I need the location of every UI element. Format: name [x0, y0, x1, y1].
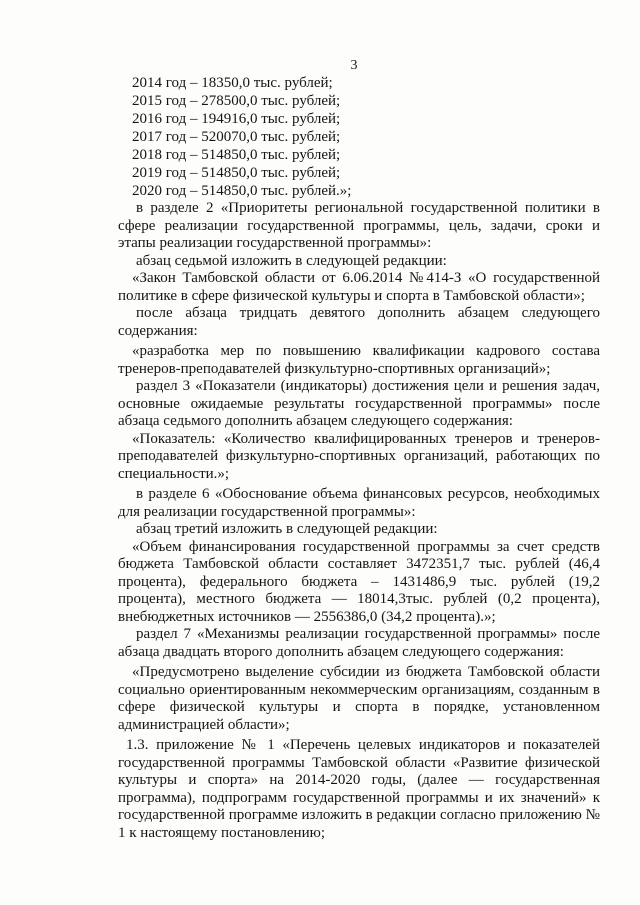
paragraph-section-7: раздел 7 «Механизмы реализации государственной программы» после абзаца двадцать второго дополнить абзацем следующего содержания: [118, 626, 600, 660]
funding-year-line: 2018 год – 514850,0 тыс. рублей; [132, 147, 341, 163]
funding-year-line: 2020 год – 514850,0 тыс. рублей.»; [132, 183, 352, 199]
paragraph-section-6: в разделе 6 «Обоснование объема финансовых ресурсов, необходимых для реализации государственной программы»: [118, 486, 600, 520]
paragraph-instruction: абзац седьмой изложить в следующей редакции: [136, 252, 447, 269]
paragraph-quote-indicator: «Показатель: «Количество квалифицированных тренеров и тренеров-преподавателей физкультурно-спортивных организаций, работающих по специальности.»; [118, 430, 600, 482]
paragraph-item-1-3: 1.3. приложение № 1 «Перечень целевых индикаторов и показателей государственной программы Тамбовской области «Развитие физической культуры и спорта» на 2014-2020 годы, (далее — государственная программа), подпрограмм государственной программы и их значений» к государственной программе изложить в редакции согласно приложению № 1 к настоящему постановлению; [118, 737, 600, 841]
funding-year-list [132, 74, 351, 200]
paragraph-section-2: в разделе 2 «Приоритеты региональной государственной политики в сфере реализации государственной программы, цель, задачи, сроки и этапы реализации государственной программы»: [118, 200, 600, 251]
funding-year-line: 2019 год – 514850,0 тыс. рублей; [132, 165, 341, 181]
page-number: 3 [350, 58, 358, 73]
funding-year-line: 2014 год – 18350,0 тыс. рублей; [132, 75, 333, 91]
paragraph-instruction: после абзаца тридцать девятого дополнить абзацем следующего содержания: [118, 305, 600, 339]
funding-year-line: 2016 год – 194916,0 тыс. рублей; [132, 111, 341, 127]
paragraph-quote-funding: «Объем финансирования государственной программы за счет средств бюджета Тамбовской области составляет 3472351,7 тыс. рублей (46,4 процента), федерального бюджета – 1431486,9 тыс. рублей (19,2 процента), местного бюджета — 18014,3тыс. рублей (0,2 процента), внебюджетных источников — 2556386,0 (34,2 процента).»; [118, 538, 600, 625]
paragraph-quote-law: «Закон Тамбовской области от 6.06.2014 №414-З «О государственной политике в сфере физической культуры и спорта в Тамбовской области»; [118, 270, 600, 304]
paragraph-quote-subsidy: «Предусмотрено выделение субсидии из бюджета Тамбовской области социально ориентированным некоммерческим организациям, созданным в сфере физической культуры и спорта в порядке, установленном администрацией области»; [118, 664, 600, 733]
funding-year-line: 2017 год – 520070,0 тыс. рублей; [132, 129, 341, 145]
paragraph-quote-qualification: «разработка мер по повышению квалификации кадрового состава тренеров-преподавателей физкультурно-спортивных организаций»; [118, 343, 600, 377]
paragraph-instruction: абзац третий изложить в следующей редакции: [136, 521, 438, 537]
funding-year-line: 2015 год – 278500,0 тыс. рублей; [132, 93, 341, 109]
paragraph-section-3: раздел 3 «Показатели (индикаторы) достижения цели и решения задач, основные ожидаемые результаты государственной программы» после абзаца седьмого дополнить абзацем следующего содержания: [118, 378, 600, 429]
document-body [118, 200, 600, 842]
